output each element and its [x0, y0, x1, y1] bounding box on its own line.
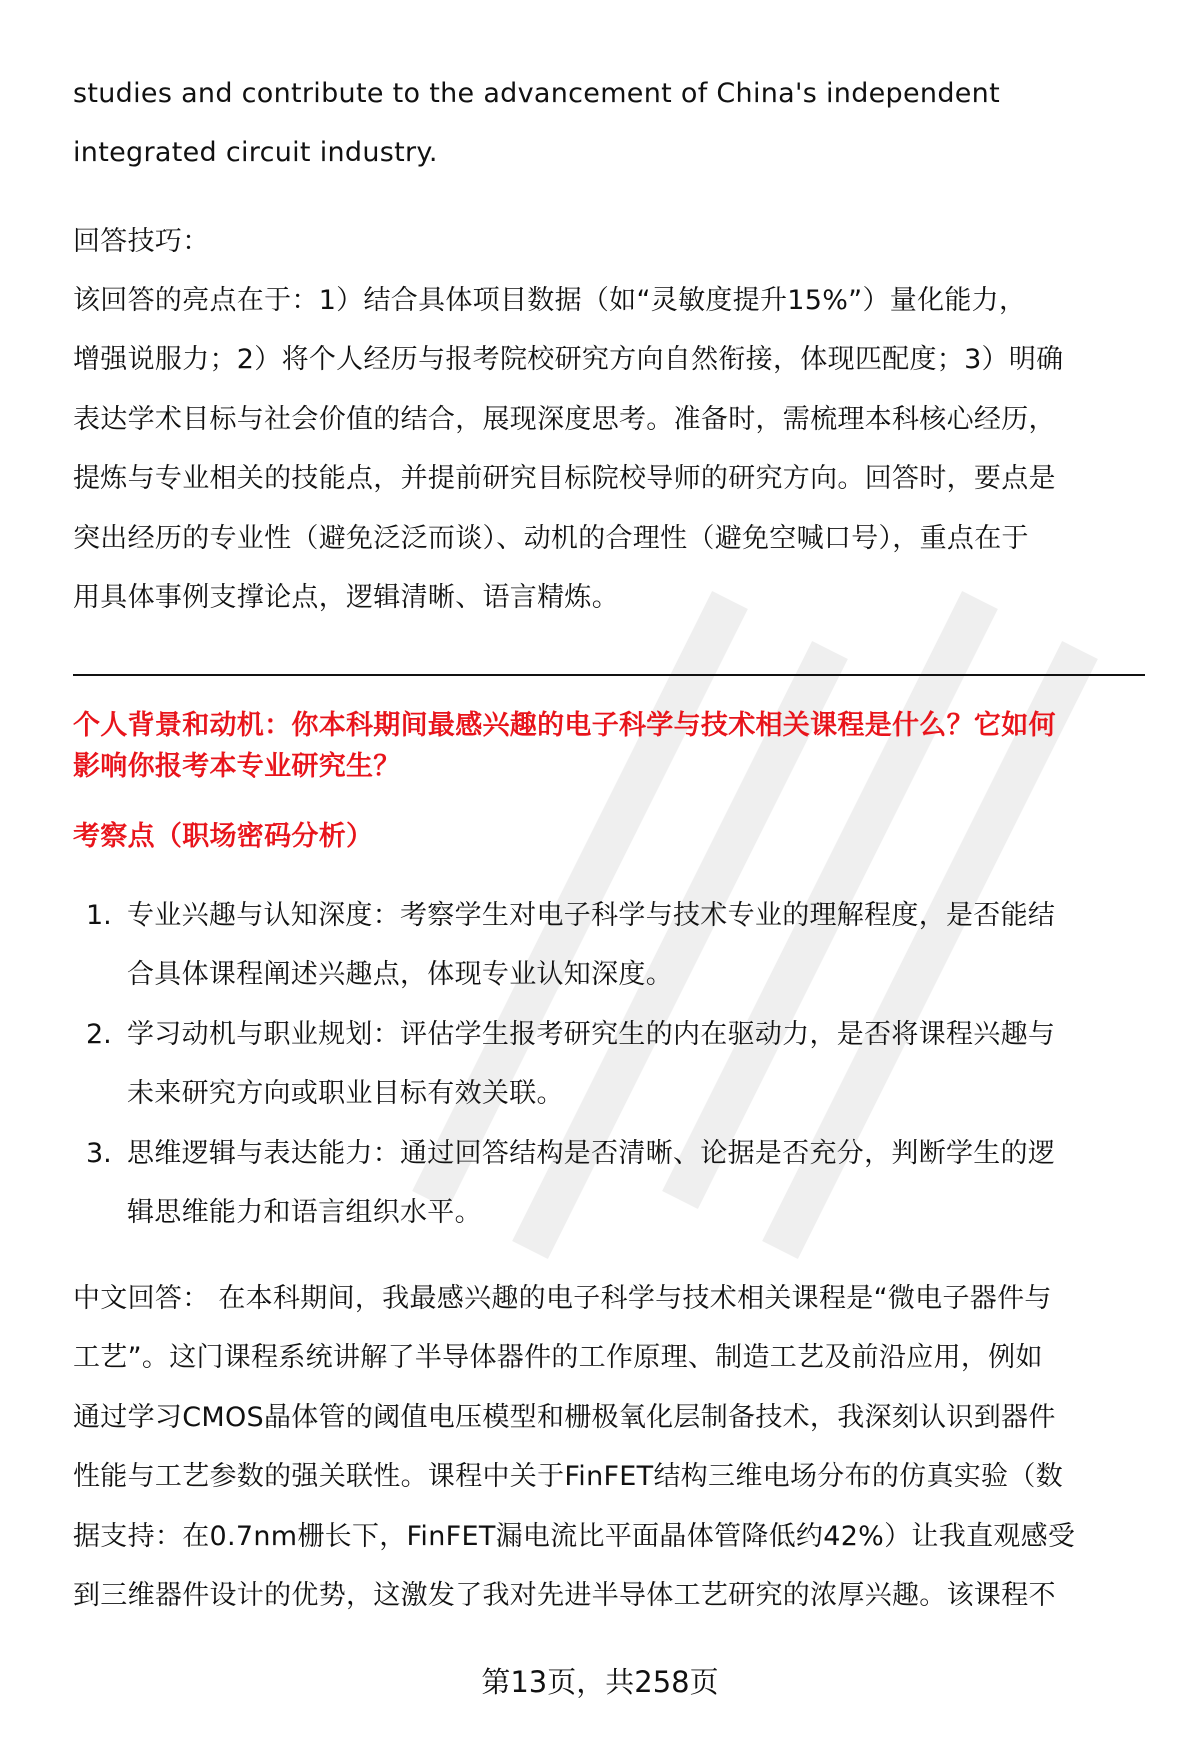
tips-line: 提炼与专业相关的技能点，并提前研究目标院校导师的研究方向。回答时，要点是	[73, 463, 1056, 495]
focus-title: 考察点（职场密码分析）	[73, 821, 374, 852]
tips-line: 突出经历的专业性（避免泛泛而谈）、动机的合理性（避免空喊口号），重点在于	[73, 522, 1029, 554]
list-item-line: 辑思维能力和语言组织水平。	[127, 1197, 482, 1228]
answer-line: 中文回答： 在本科期间，我最感兴趣的电子科学与技术相关课程是“微电子器件与	[73, 1283, 1052, 1314]
list-number: 1.	[86, 900, 112, 931]
tips-line: 增强说服力；2）将个人经历与报考院校研究方向自然衔接，体现匹配度；3）明确	[73, 344, 1064, 376]
section-divider	[73, 674, 1145, 676]
tips-line: 表达学术目标与社会价值的结合，展现深度思考。准备时，需梳理本科核心经历，	[73, 403, 1056, 435]
list-number: 3.	[86, 1137, 112, 1169]
question-heading: 影响你报考本专业研究生？	[73, 751, 401, 782]
list-item-line: 未来研究方向或职业目标有效关联。	[127, 1078, 564, 1110]
body-text-line: integrated circuit industry.	[73, 137, 438, 169]
list-item-line: 合具体课程阐述兴趣点，体现专业认知深度。	[127, 959, 673, 991]
answer-line: 据支持：在0.7nm栅长下，FinFET漏电流比平面晶体管降低约42%）让我直观感受	[73, 1520, 1076, 1552]
tips-line: 该回答的亮点在于：1）结合具体项目数据（如“灵敏度提升15%”）量化能力，	[73, 285, 1027, 316]
body-text-line: studies and contribute to the advancement of China's independent	[73, 78, 1000, 109]
list-item-line: 思维逻辑与表达能力：通过回答结构是否清晰、论据是否充分，判断学生的逻	[127, 1137, 1056, 1169]
answer-line: 性能与工艺参数的强关联性。课程中关于FinFET结构三维电场分布的仿真实验（数	[73, 1461, 1063, 1493]
page-number: 第13页，共258页	[481, 1665, 719, 1699]
question-heading: 个人背景和动机：你本科期间最感兴趣的电子科学与技术相关课程是什么？它如何	[73, 710, 1056, 741]
list-number: 2.	[86, 1018, 112, 1050]
list-item-line: 专业兴趣与认知深度：考察学生对电子科学与技术专业的理解程度，是否能结	[127, 900, 1056, 931]
list-item-line: 学习动机与职业规划：评估学生报考研究生的内在驱动力，是否将课程兴趣与	[127, 1018, 1056, 1050]
tips-title: 回答技巧：	[73, 226, 210, 257]
tips-line: 用具体事例支撑论点，逻辑清晰、语言精炼。	[73, 582, 619, 613]
answer-line: 到三维器件设计的优势，这激发了我对先进半导体工艺研究的浓厚兴趣。该课程不	[73, 1580, 1056, 1611]
answer-line: 通过学习CMOS晶体管的阈值电压模型和栅极氧化层制备技术，我深刻认识到器件	[73, 1401, 1056, 1433]
answer-line: 工艺”。这门课程系统讲解了半导体器件的工作原理、制造工艺及前沿应用，例如	[73, 1342, 1043, 1374]
